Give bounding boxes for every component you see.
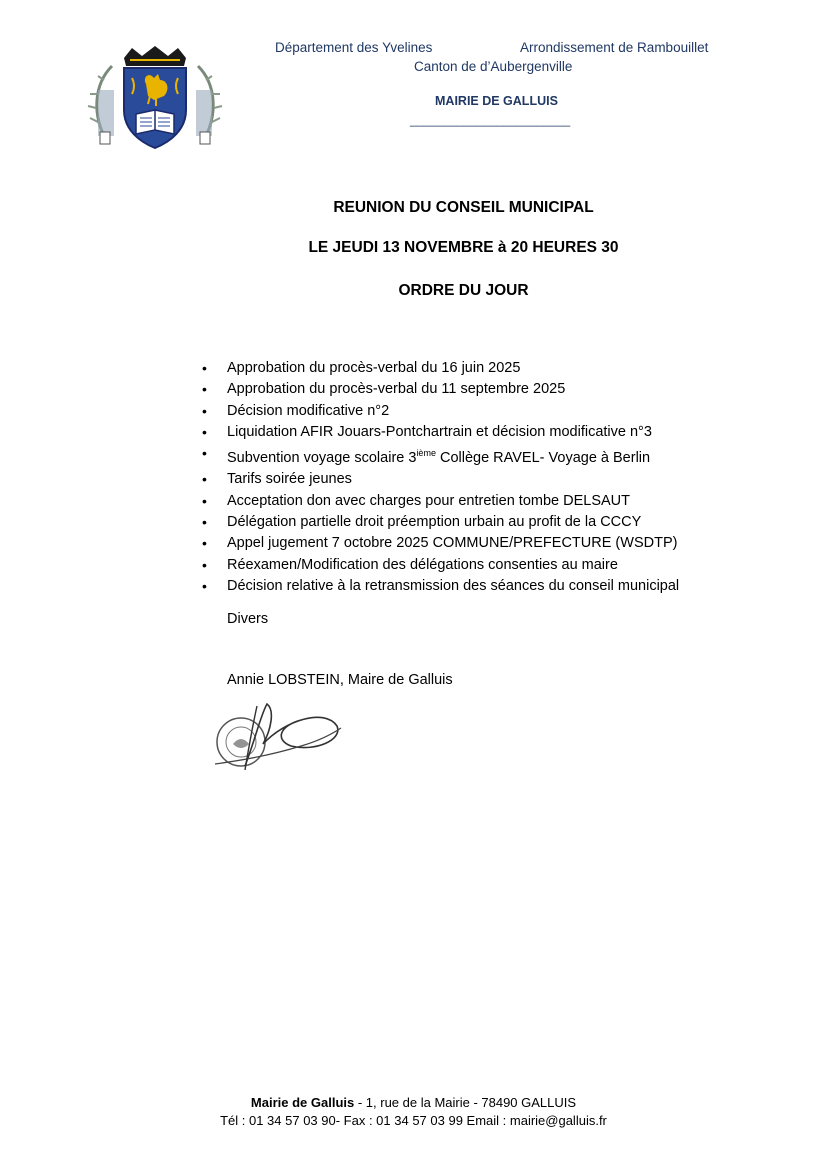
list-item	[200, 422, 679, 443]
list-item	[200, 555, 679, 576]
bullet: •	[202, 492, 207, 509]
list-item	[200, 358, 679, 379]
bullet: •	[202, 513, 207, 530]
bullet: •	[202, 402, 207, 419]
mairie-title: MAIRIE DE GALLUIS	[435, 94, 558, 108]
list-item	[200, 576, 679, 597]
agenda-item-text: Liquidation AFIR Jouars-Pontchartrain et décision modificative n°3	[227, 423, 652, 440]
signature-icon	[205, 700, 345, 775]
arrondissement-label: Arrondissement de Rambouillet	[520, 40, 709, 55]
footer-address: - 1, rue de la Mairie - 78490 GALLUIS	[354, 1095, 577, 1110]
meeting-title: REUNION DU CONSEIL MUNICIPAL	[333, 199, 594, 216]
agenda-item-superscript: ième	[416, 448, 436, 459]
footer-address-line	[0, 1095, 827, 1110]
bullet: •	[202, 535, 207, 552]
agenda-item-text: Délégation partielle droit préemption urbain au profit de la CCCY	[227, 513, 642, 530]
agenda-item-text: Acceptation don avec charges pour entretien tombe DELSAUT	[227, 492, 631, 509]
list-item	[200, 469, 679, 490]
divers-label: Divers	[227, 611, 269, 627]
agenda-item-text: Réexamen/Modification des délégations consenties au maire	[227, 556, 618, 573]
agenda-item-text: Décision relative à la retransmission des séances du conseil municipal	[227, 577, 680, 594]
footer-contact: Tél : 01 34 57 03 90- Fax : 01 34 57 03 99 Email : mairie@galluis.fr	[220, 1113, 607, 1128]
bullet: •	[202, 556, 207, 573]
agenda-item-text: Appel jugement 7 octobre 2025 COMMUNE/PREFECTURE (WSDTP)	[227, 535, 678, 552]
list-item	[200, 533, 679, 554]
bullet: •	[202, 423, 207, 440]
bullet: •	[202, 471, 207, 488]
bullet: •	[202, 381, 207, 398]
bullet: •	[202, 577, 207, 594]
list-item	[200, 512, 679, 533]
footer-name: Mairie de Galluis	[250, 1095, 355, 1110]
agenda-item-text: Approbation du procès-verbal du 16 juin 2025	[227, 360, 521, 376]
list-item	[200, 379, 679, 400]
list-item	[200, 491, 679, 512]
coat-of-arms-icon	[84, 44, 226, 152]
agenda-item-text: Approbation du procès-verbal du 11 septembre 2025	[227, 381, 566, 398]
canton-label: Canton de d’Aubergenville	[414, 59, 573, 74]
bullet: •	[202, 360, 207, 376]
agenda-item-text: Collège RAVEL- Voyage à Berlin	[435, 450, 651, 467]
signatory: Annie LOBSTEIN, Maire de Galluis	[227, 672, 453, 688]
coat-of-arms	[84, 44, 226, 152]
agenda-title: ORDRE DU JOUR	[398, 282, 529, 299]
meeting-date: LE JEUDI 13 NOVEMBRE à 20 HEURES 30	[308, 239, 619, 256]
department-label: Département des Yvelines	[275, 40, 433, 55]
bullet: •	[202, 445, 207, 462]
agenda-item-text: Tarifs soirée jeunes	[227, 471, 352, 488]
agenda-item-text: Décision modificative n°2	[227, 402, 390, 419]
list-item	[200, 443, 679, 469]
agenda-list	[200, 358, 679, 597]
list-item	[200, 401, 679, 422]
agenda-item-text: Subvention voyage scolaire 3	[227, 450, 417, 467]
signature-stamp	[205, 700, 345, 775]
header-rule: ________________________	[410, 113, 571, 127]
